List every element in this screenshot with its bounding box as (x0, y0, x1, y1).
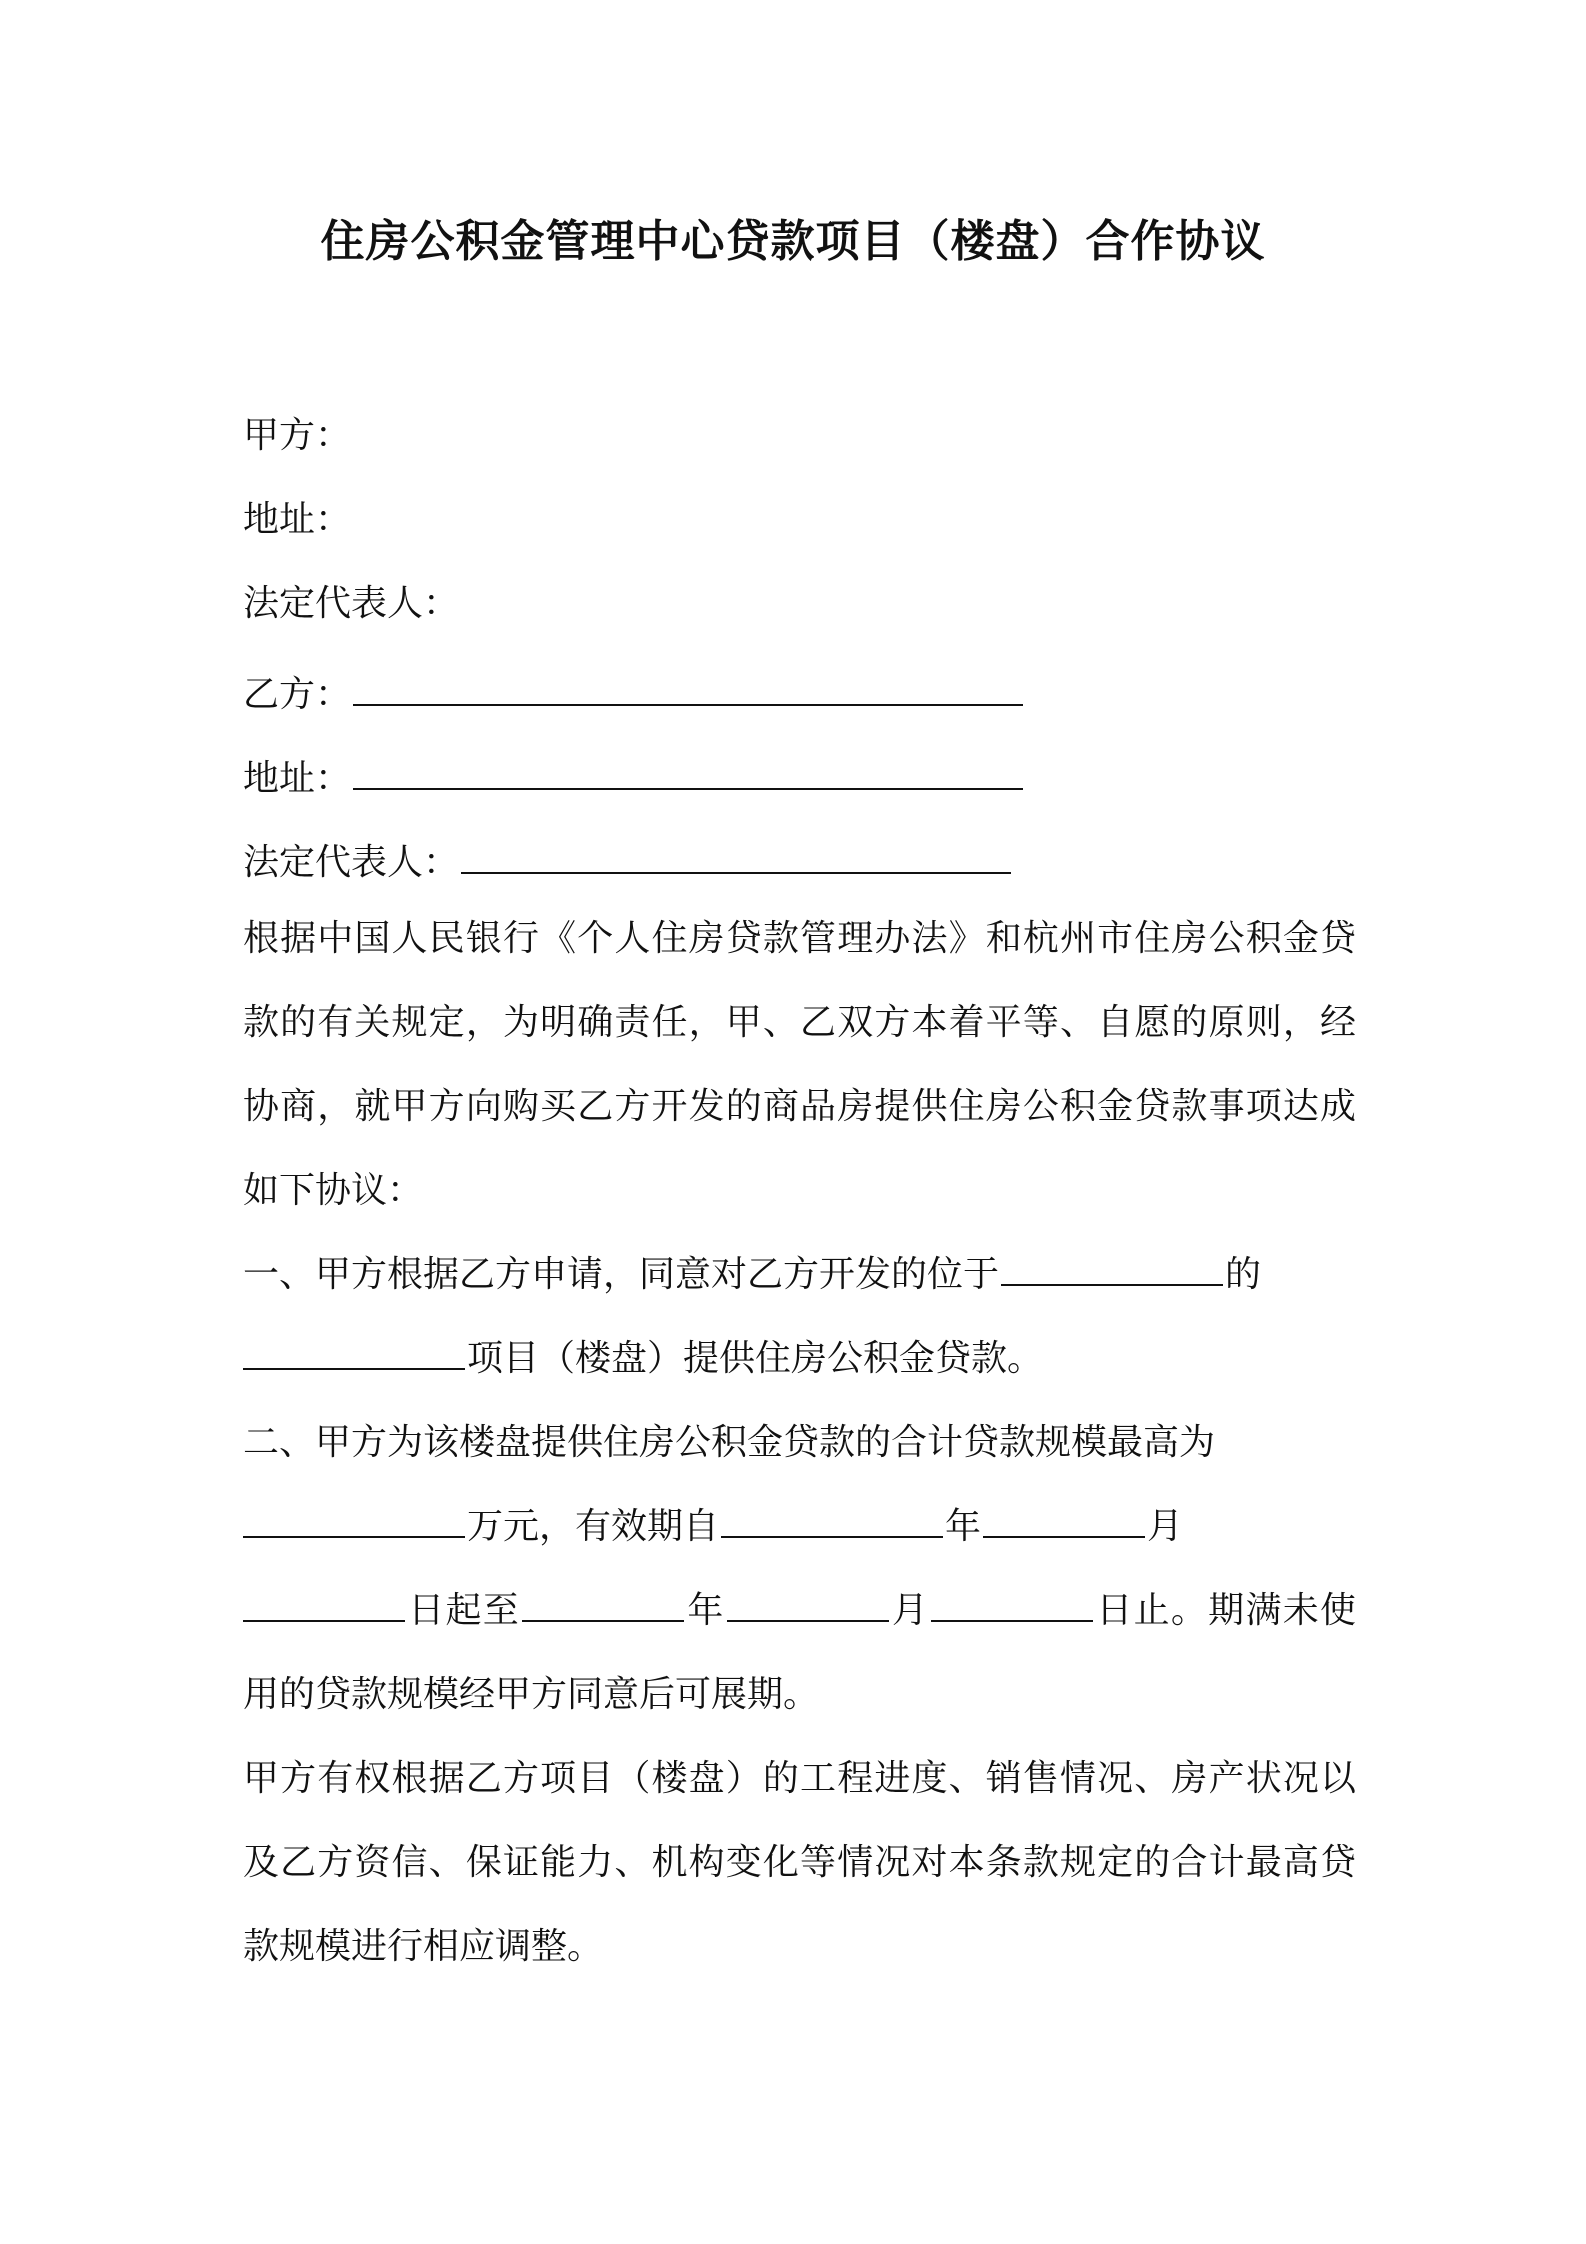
party-b-legal-rep-line (243, 836, 1013, 887)
clause-2-adjustment-paragraph: 甲方有权根据乙方项目（楼盘）的工程进度、销售情况、房产状况以及乙方资信、保证能力、机构变化等情况对本条款规定的合计最高贷款规模进行相应调整。 (243, 1758, 1356, 1967)
clause-1-text-2: 的 (1225, 1254, 1262, 1295)
clause-1-text-1: 一、甲方根据乙方申请，同意对乙方开发的位于 (243, 1254, 1000, 1295)
clause-2-end-day-blank[interactable] (931, 1584, 1093, 1622)
party-b-name-line (243, 668, 1025, 719)
party-a-name-line (243, 412, 351, 460)
clause-2-text-3: 年 (945, 1506, 982, 1547)
clause-2-paragraph (243, 1401, 1356, 1737)
clause-1-text-3: 项目（楼盘）提供住房公积金贷款。 (467, 1338, 1044, 1379)
clause-2-text-1: 二、甲方为该楼盘提供住房公积金贷款的合计贷款规模最高为 (243, 1422, 1216, 1463)
document-title: 住房公积金管理中心贷款项目（楼盘）合作协议 (320, 216, 1266, 267)
clause-2-end-month-blank[interactable] (727, 1584, 889, 1622)
clause-2-text-5: 日起至 (407, 1590, 521, 1631)
clause-2-text-6: 年 (686, 1590, 725, 1631)
clause-2-text-4: 月 (1147, 1506, 1184, 1547)
party-a-legal-rep-line (243, 580, 459, 628)
party-a-name-label: 甲方： (243, 415, 352, 456)
party-a-legal-rep-label: 法定代表人： (243, 583, 460, 624)
clause-2-end-year-blank[interactable] (522, 1584, 684, 1622)
preamble-paragraph: 根据中国人民银行《个人住房贷款管理办法》和杭州市住房公积金贷款的有关规定，为明确责任，甲、乙双方本着平等、自愿的原则，经协商，就甲方向购买乙方开发的商品房提供住房公积金贷款事项达成如下协议： (243, 918, 1356, 1211)
clause-2-text-7: 月 (890, 1590, 930, 1631)
party-a-address-line (243, 496, 351, 544)
party-b-legal-rep-blank[interactable] (461, 836, 1011, 874)
party-a-address-label: 地址： (243, 499, 352, 540)
clause-2-amount-blank[interactable] (243, 1500, 465, 1538)
clause-2-start-day-blank[interactable] (243, 1584, 405, 1622)
party-b-address-blank[interactable] (353, 752, 1023, 790)
party-b-address-line (243, 752, 1025, 803)
clause-2-text-2: 万元，有效期自 (467, 1506, 720, 1547)
clause-1-project-blank[interactable] (243, 1332, 465, 1370)
party-b-legal-rep-label: 法定代表人： (243, 842, 460, 883)
clause-2-start-year-blank[interactable] (721, 1500, 943, 1538)
clause-2-start-month-blank[interactable] (983, 1500, 1145, 1538)
clause-1-location-blank[interactable] (1001, 1248, 1223, 1286)
party-b-name-label: 乙方： (243, 674, 352, 715)
party-b-address-label: 地址： (243, 758, 352, 799)
party-b-name-blank[interactable] (353, 668, 1023, 706)
clause-1-paragraph (243, 1233, 1356, 1401)
clause-2-text-8: 日止。期满未使用的贷款规模经甲方同意后可展期。 (243, 1590, 1356, 1715)
